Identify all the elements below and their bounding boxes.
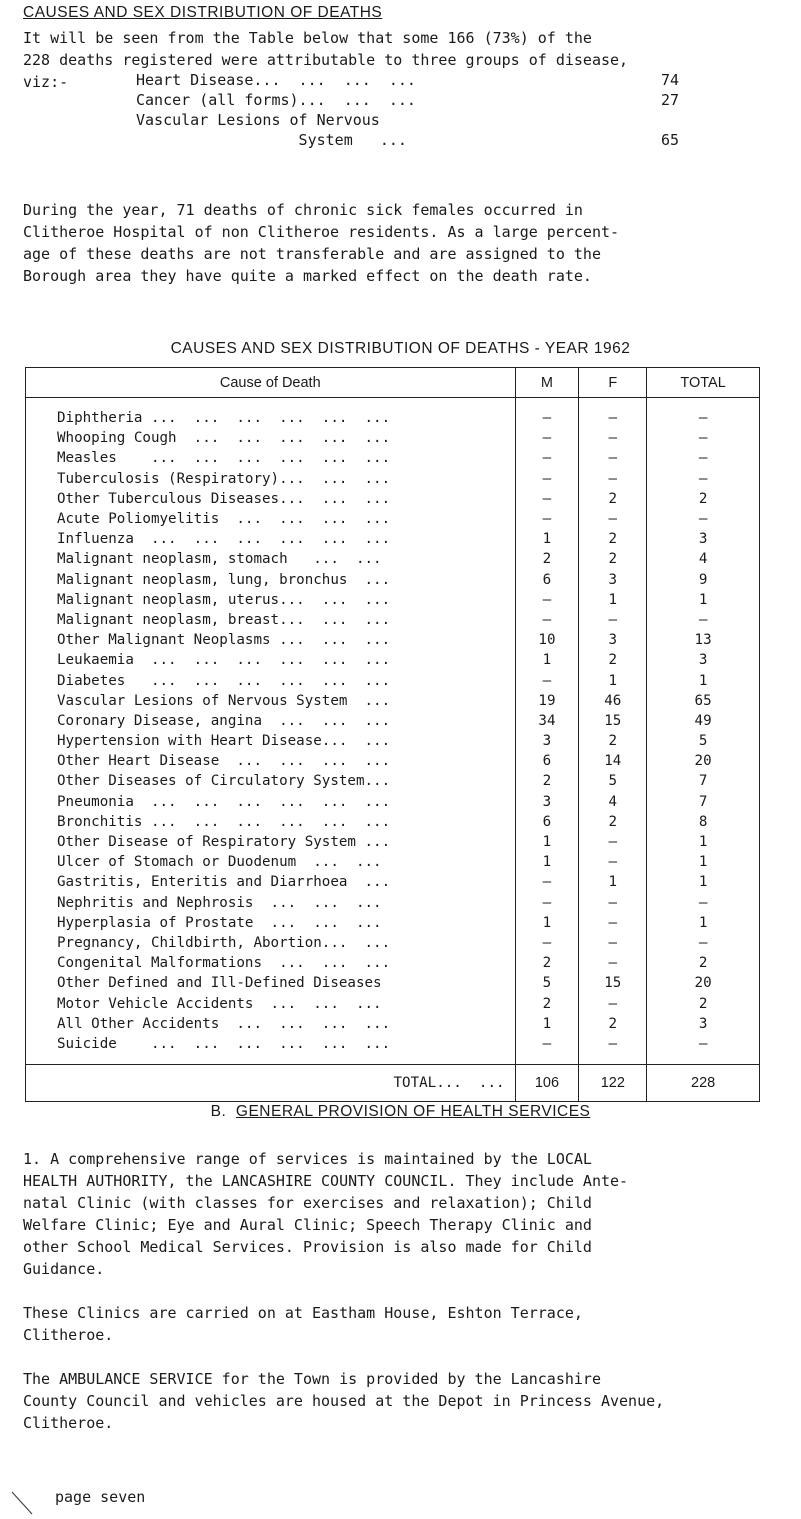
table-row <box>26 1034 760 1054</box>
female-cell: 14 <box>579 751 647 771</box>
female-cell: 15 <box>579 711 647 731</box>
table-row <box>26 448 760 468</box>
female-cell: 2 <box>579 529 647 549</box>
male-cell: 1 <box>515 1014 579 1034</box>
female-cell: – <box>579 428 647 448</box>
cause-cell: Other Disease of Respiratory System ... <box>26 832 516 852</box>
total-cell: 1 <box>647 852 760 872</box>
female-cell: 46 <box>579 691 647 711</box>
female-cell: – <box>579 893 647 913</box>
female-cell: 4 <box>579 792 647 812</box>
male-cell: 1 <box>515 832 579 852</box>
female-cell: – <box>579 448 647 468</box>
hospital-note-paragraph: During the year, 71 deaths of chronic sick females occurred in Clitheroe Hospital of non Clitheroe residents. As a large percent- age of these deaths are not transferable and are assigned to the Borough area they have quite a marked effect on the death rate. <box>23 201 620 285</box>
total-cell: 8 <box>647 812 760 832</box>
total-cell: 5 <box>647 731 760 751</box>
cause-cell: Other Defined and Ill-Defined Diseases <box>26 973 516 993</box>
female-cell: – <box>579 993 647 1013</box>
total-cell: 1 <box>647 670 760 690</box>
table-row <box>26 953 760 973</box>
cause-cell: Other Heart Disease ... ... ... ... <box>26 751 516 771</box>
male-cell: 1 <box>515 852 579 872</box>
table-row <box>26 993 760 1013</box>
total-cell: 3 <box>647 529 760 549</box>
list-item <box>136 110 380 130</box>
total-cell: – <box>647 893 760 913</box>
list-item <box>136 90 680 110</box>
cause-cell: All Other Accidents ... ... ... ... <box>26 1014 516 1034</box>
male-cell: 1 <box>515 650 579 670</box>
cause-cell: Hypertension with Heart Disease... ... <box>26 731 516 751</box>
group-count: 27 <box>661 91 680 109</box>
table-body <box>26 398 760 1065</box>
female-cell: 2 <box>579 489 647 509</box>
table-row <box>26 913 760 933</box>
male-cell: 5 <box>515 973 579 993</box>
table-row <box>26 650 760 670</box>
cause-cell: Bronchitis ... ... ... ... ... ... <box>26 812 516 832</box>
table-row <box>26 691 760 711</box>
female-cell: 2 <box>579 1014 647 1034</box>
table-row <box>26 469 760 489</box>
cause-cell: Congenital Malformations ... ... ... <box>26 953 516 973</box>
cause-cell: Malignant neoplasm, uterus... ... ... <box>26 590 516 610</box>
female-cell: 5 <box>579 771 647 791</box>
header-total: TOTAL <box>647 368 760 398</box>
cause-cell: Other Diseases of Circulatory System... <box>26 771 516 791</box>
male-cell: – <box>515 448 579 468</box>
header-female: F <box>579 368 647 398</box>
deaths-table <box>25 367 760 1102</box>
female-cell: 3 <box>579 570 647 590</box>
male-cell: 1 <box>515 913 579 933</box>
male-cell: 2 <box>515 549 579 569</box>
group-count: 74 <box>661 71 680 89</box>
table-title: CAUSES AND SEX DISTRIBUTION OF DEATHS - YEAR 1962 <box>170 340 631 357</box>
section-letter: B. <box>210 1103 227 1120</box>
male-cell: 19 <box>515 691 579 711</box>
cause-cell: Diabetes ... ... ... ... ... ... <box>26 670 516 690</box>
male-cell: – <box>515 509 579 529</box>
cause-cell: Measles ... ... ... ... ... ... <box>26 448 516 468</box>
total-cell: 2 <box>647 993 760 1013</box>
female-cell: – <box>579 953 647 973</box>
cause-cell: Malignant neoplasm, lung, bronchus ... <box>26 570 516 590</box>
male-cell: – <box>515 1034 579 1054</box>
total-female: 122 <box>579 1065 647 1102</box>
services-paragraph: 1. A comprehensive range of services is maintained by the LOCAL HEALTH AUTHORITY, the LANCASHIRE COUNTY COUNCIL. They include Ante- natal Clinic (with classes for exercises and relaxation); Child Welfare Clinic; Eye and Aural Clinic; Speech Therapy Clinic and other School Medical Services. Provision is also made for Child Guidance. <box>23 1150 629 1278</box>
page-number: page seven <box>55 1488 146 1506</box>
cause-cell: Gastritis, Enteritis and Diarrhoea ... <box>26 872 516 892</box>
total-cell: 1 <box>647 872 760 892</box>
section-title: GENERAL PROVISION OF HEALTH SERVICES <box>235 1103 591 1120</box>
group-name: Heart Disease... ... ... ... <box>136 71 416 89</box>
total-cell: 3 <box>647 1014 760 1034</box>
total-cell: 7 <box>647 792 760 812</box>
total-cell: 13 <box>647 630 760 650</box>
group-name: Vascular Lesions of Nervous <box>136 111 380 129</box>
female-cell: 1 <box>579 590 647 610</box>
corner-line-mark <box>10 1490 40 1518</box>
table-total-row <box>26 1065 760 1102</box>
table-row <box>26 489 760 509</box>
female-cell: 2 <box>579 731 647 751</box>
cause-cell: Ulcer of Stomach or Duodenum ... ... <box>26 852 516 872</box>
total-cell: 3 <box>647 650 760 670</box>
table-row <box>26 792 760 812</box>
total-cell: – <box>647 448 760 468</box>
male-cell: – <box>515 408 579 428</box>
cause-cell: Nephritis and Nephrosis ... ... ... <box>26 893 516 913</box>
male-cell: 3 <box>515 792 579 812</box>
total-cell: – <box>647 933 760 953</box>
cause-cell: Leukaemia ... ... ... ... ... ... <box>26 650 516 670</box>
table-row <box>26 973 760 993</box>
table-row <box>26 610 760 630</box>
female-cell: – <box>579 1034 647 1054</box>
female-cell: – <box>579 469 647 489</box>
table-row <box>26 852 760 872</box>
table-row <box>26 428 760 448</box>
table-row <box>26 549 760 569</box>
cause-cell: Motor Vehicle Accidents ... ... ... <box>26 993 516 1013</box>
cause-cell: Hyperplasia of Prostate ... ... ... <box>26 913 516 933</box>
total-cell: – <box>647 509 760 529</box>
male-cell: 10 <box>515 630 579 650</box>
cause-cell: Malignant neoplasm, breast... ... ... <box>26 610 516 630</box>
female-cell: 1 <box>579 670 647 690</box>
section-b-heading <box>0 1103 801 1121</box>
table-row <box>26 570 760 590</box>
table-row <box>26 630 760 650</box>
female-cell: – <box>579 913 647 933</box>
female-cell: 15 <box>579 973 647 993</box>
list-item <box>136 70 680 90</box>
group-name: Cancer (all forms)... ... ... <box>136 91 416 109</box>
male-cell: – <box>515 610 579 630</box>
group-count: 65 <box>661 131 680 149</box>
total-cell: 1 <box>647 913 760 933</box>
cause-cell: Tuberculosis (Respiratory)... ... ... <box>26 469 516 489</box>
table-row <box>26 751 760 771</box>
total-cell: 7 <box>647 771 760 791</box>
table-row <box>26 872 760 892</box>
cause-cell: Pregnancy, Childbirth, Abortion... ... <box>26 933 516 953</box>
male-cell: 2 <box>515 993 579 1013</box>
total-cell: – <box>647 469 760 489</box>
male-cell: – <box>515 933 579 953</box>
total-cell: 1 <box>647 832 760 852</box>
male-cell: – <box>515 670 579 690</box>
female-cell: 2 <box>579 812 647 832</box>
female-cell: – <box>579 852 647 872</box>
cause-cell: Acute Poliomyelitis ... ... ... ... <box>26 509 516 529</box>
cause-cell: Influenza ... ... ... ... ... ... <box>26 529 516 549</box>
total-cell: – <box>647 428 760 448</box>
table-row <box>26 771 760 791</box>
female-cell: 3 <box>579 630 647 650</box>
male-cell: 6 <box>515 812 579 832</box>
male-cell: 6 <box>515 751 579 771</box>
cause-cell: Malignant neoplasm, stomach ... ... <box>26 549 516 569</box>
table-row <box>26 509 760 529</box>
female-cell: – <box>579 509 647 529</box>
female-cell: – <box>579 610 647 630</box>
male-cell: – <box>515 489 579 509</box>
total-cell: 65 <box>647 691 760 711</box>
table-row <box>26 832 760 852</box>
disease-groups-list <box>136 70 680 150</box>
male-cell: 1 <box>515 529 579 549</box>
male-cell: 2 <box>515 953 579 973</box>
total-all: 228 <box>647 1065 760 1102</box>
cause-cell: Other Malignant Neoplasms ... ... ... <box>26 630 516 650</box>
table-row <box>26 1014 760 1034</box>
female-cell: – <box>579 408 647 428</box>
table-header-row <box>26 368 760 398</box>
male-cell: – <box>515 872 579 892</box>
cause-cell: Vascular Lesions of Nervous System ... <box>26 691 516 711</box>
cause-cell: Pneumonia ... ... ... ... ... ... <box>26 792 516 812</box>
total-cell: 20 <box>647 973 760 993</box>
cause-cell: Suicide ... ... ... ... ... ... <box>26 1034 516 1054</box>
header-cause: Cause of Death <box>26 368 516 398</box>
female-cell: 2 <box>579 549 647 569</box>
ambulance-paragraph: The AMBULANCE SERVICE for the Town is provided by the Lancashire County Council and vehicles are housed at the Depot in Princess Avenue, Clitheroe. <box>23 1370 665 1432</box>
cause-cell: Whooping Cough ... ... ... ... ... <box>26 428 516 448</box>
total-cell: 49 <box>647 711 760 731</box>
male-cell: – <box>515 469 579 489</box>
table-row <box>26 590 760 610</box>
table-row <box>26 893 760 913</box>
total-cell: 1 <box>647 590 760 610</box>
header-male: M <box>515 368 579 398</box>
total-cell: – <box>647 408 760 428</box>
male-cell: – <box>515 590 579 610</box>
table-row <box>26 711 760 731</box>
female-cell: – <box>579 933 647 953</box>
female-cell: 2 <box>579 650 647 670</box>
group-name: System ... <box>136 131 407 149</box>
female-cell: – <box>579 832 647 852</box>
total-cell: 2 <box>647 489 760 509</box>
male-cell: 6 <box>515 570 579 590</box>
total-cell: – <box>647 610 760 630</box>
table-row <box>26 529 760 549</box>
clinics-location-paragraph: These Clinics are carried on at Eastham House, Eshton Terrace, Clitheroe. <box>23 1304 583 1344</box>
table-row <box>26 670 760 690</box>
total-label: TOTAL... ... <box>26 1065 516 1102</box>
table-row <box>26 933 760 953</box>
section-heading: CAUSES AND SEX DISTRIBUTION OF DEATHS <box>23 4 383 21</box>
intro-paragraph: It will be seen from the Table below that some 166 (73%) of the 228 deaths registered were attributable to three groups of disease, viz:- <box>23 29 629 91</box>
total-cell: 2 <box>647 953 760 973</box>
total-cell: – <box>647 1034 760 1054</box>
table-spacer-row <box>26 1054 760 1065</box>
total-cell: 9 <box>647 570 760 590</box>
male-cell: 2 <box>515 771 579 791</box>
list-item <box>136 130 680 150</box>
male-cell: 34 <box>515 711 579 731</box>
female-cell: 1 <box>579 872 647 892</box>
table-spacer-row <box>26 398 760 409</box>
total-male: 106 <box>515 1065 579 1102</box>
cause-cell: Diphtheria ... ... ... ... ... ... <box>26 408 516 428</box>
male-cell: 3 <box>515 731 579 751</box>
cause-cell: Other Tuberculous Diseases... ... ... <box>26 489 516 509</box>
total-cell: 20 <box>647 751 760 771</box>
cause-cell: Coronary Disease, angina ... ... ... <box>26 711 516 731</box>
table-row <box>26 408 760 428</box>
total-cell: 4 <box>647 549 760 569</box>
male-cell: – <box>515 428 579 448</box>
table-row <box>26 812 760 832</box>
male-cell: – <box>515 893 579 913</box>
table-row <box>26 731 760 751</box>
